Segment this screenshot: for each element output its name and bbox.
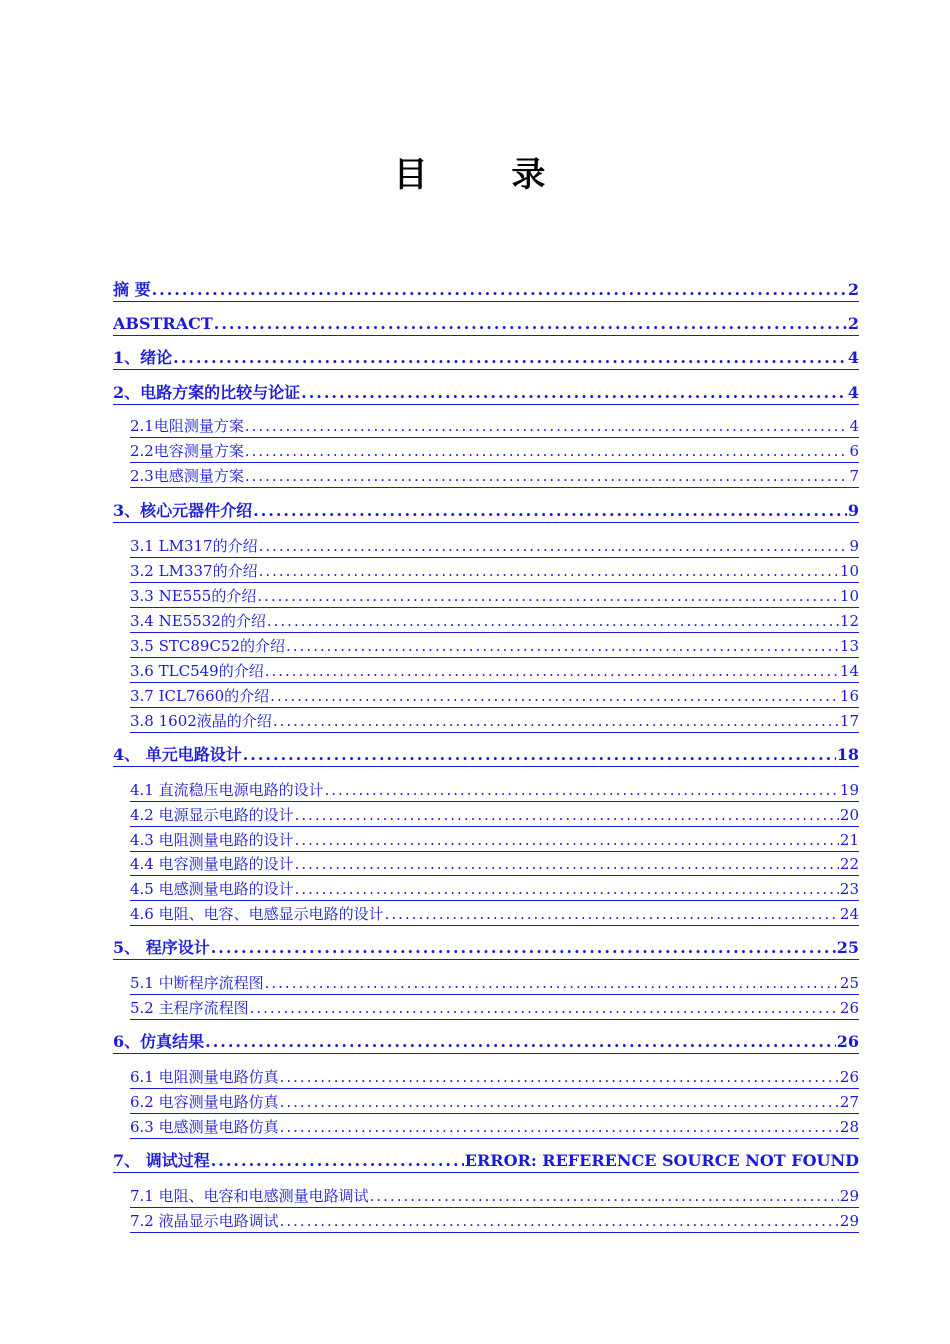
toc-entry[interactable] <box>130 462 859 488</box>
toc-entry-label: 3.6 TLC549的介绍 <box>130 662 264 680</box>
toc-entry-label: 4.5 电感测量电路的设计 <box>130 880 294 898</box>
toc-entry-label: 7、 调试过程 <box>113 1151 210 1170</box>
toc-entry-label: 4.3 电阻测量电路的设计 <box>130 831 294 849</box>
toc-entry[interactable] <box>130 707 859 733</box>
toc-dot-leader <box>280 1092 839 1112</box>
toc-dot-leader <box>243 745 836 765</box>
toc-entry-label: 3.2 LM337的介绍 <box>130 562 258 580</box>
toc-entry-page-number: 28 <box>839 1118 859 1136</box>
toc-entry-page-number: 9 <box>847 501 859 520</box>
toc-dot-leader <box>295 854 839 874</box>
toc-entry-page-number: 27 <box>839 1093 859 1111</box>
toc-dot-leader <box>245 441 849 461</box>
toc-dot-leader <box>270 686 839 706</box>
toc-entry-label: 3.7 ICL7660的介绍 <box>130 687 270 705</box>
toc-entry-page-number: 2 <box>847 280 859 299</box>
toc-entry[interactable] <box>130 1207 859 1233</box>
toc-entry-page-number: 19 <box>839 781 859 799</box>
toc-entry[interactable] <box>130 607 859 633</box>
toc-entry-page-number: 23 <box>839 880 859 898</box>
toc-entry[interactable] <box>130 532 859 558</box>
toc-entry[interactable] <box>130 826 859 852</box>
toc-entry-label: 5、 程序设计 <box>113 938 210 957</box>
toc-entry-page-number: 4 <box>849 417 859 435</box>
toc-entry-page-number: 2 <box>847 314 859 333</box>
toc-dot-leader <box>295 830 839 850</box>
toc-entry-label: 2、电路方案的比较与论证 <box>113 383 301 402</box>
toc-entry-page-number: 22 <box>839 855 859 873</box>
toc-entry-page-number: 12 <box>839 612 859 630</box>
toc-entry[interactable] <box>113 741 859 767</box>
toc-entry-label: 3.4 NE5532的介绍 <box>130 612 266 630</box>
toc-dot-leader <box>211 938 836 958</box>
toc-entry[interactable] <box>113 1147 859 1173</box>
toc-entry-page-number: 10 <box>839 562 859 580</box>
toc-entry-page-number: 18 <box>836 745 859 764</box>
toc-entry[interactable] <box>130 776 859 802</box>
toc-dot-leader <box>173 348 847 368</box>
toc-dot-leader <box>257 586 839 606</box>
toc-dot-leader <box>280 1211 839 1231</box>
toc-dot-leader <box>385 904 839 924</box>
toc-entry-label: 3、核心元器件介绍 <box>113 501 253 520</box>
toc-entry[interactable] <box>113 310 859 336</box>
toc-dot-leader <box>273 711 839 731</box>
toc-entry-page-number: 14 <box>839 662 859 680</box>
toc-entry-label: 3.8 1602液晶的介绍 <box>130 712 272 730</box>
toc-entry-label: ABSTRACT <box>113 314 213 333</box>
toc-entry[interactable] <box>130 875 859 901</box>
toc-dot-leader <box>214 314 847 334</box>
toc-entry-label: 1、绪论 <box>113 348 173 367</box>
toc-dot-leader <box>325 780 839 800</box>
toc-entry[interactable] <box>113 379 859 405</box>
toc-dot-leader <box>205 1032 836 1052</box>
toc-dot-leader <box>250 998 839 1018</box>
toc-entry-label: 3.5 STC89C52的介绍 <box>130 637 286 655</box>
toc-entry[interactable] <box>130 1063 859 1089</box>
toc-entry-page-number: 7 <box>849 467 859 485</box>
toc-entry-page-number: 24 <box>839 905 859 923</box>
toc-dot-leader <box>265 973 839 993</box>
toc-entry[interactable] <box>130 994 859 1020</box>
toc-entry[interactable] <box>130 1182 859 1208</box>
toc-entry-page-number: 29 <box>839 1187 859 1205</box>
toc-entry-label: 4.1 直流稳压电源电路的设计 <box>130 781 324 799</box>
toc-entry[interactable] <box>130 801 859 827</box>
toc-dot-leader <box>286 636 839 656</box>
toc-entry[interactable] <box>113 344 859 370</box>
toc-entry[interactable] <box>130 682 859 708</box>
toc-entry-label: 摘 要 <box>113 280 151 299</box>
toc-entry[interactable] <box>130 1113 859 1139</box>
toc-entry[interactable] <box>130 437 859 463</box>
toc-entry-label: 4.2 电源显示电路的设计 <box>130 806 294 824</box>
toc-entry-page-number: 10 <box>839 587 859 605</box>
toc-entry-page-number: 20 <box>839 806 859 824</box>
toc-entry-label: 4、 单元电路设计 <box>113 745 242 764</box>
toc-entry-page-number: 17 <box>839 712 859 730</box>
toc-entry-label: 6.3 电感测量电路仿真 <box>130 1118 279 1136</box>
toc-dot-leader <box>267 611 839 631</box>
toc-dot-leader <box>370 1186 839 1206</box>
toc-entry[interactable] <box>113 276 859 302</box>
toc-entry-label: 3.3 NE555的介绍 <box>130 587 257 605</box>
toc-entry[interactable] <box>113 1028 859 1054</box>
toc-entry-page-number: 6 <box>849 442 859 460</box>
toc-dot-leader <box>295 879 839 899</box>
toc-entry-page-number: 4 <box>847 383 859 402</box>
toc-dot-leader <box>265 661 839 681</box>
toc-entry-label: 5.2 主程序流程图 <box>130 999 249 1017</box>
toc-entry-label: 5.1 中断程序流程图 <box>130 974 264 992</box>
toc-entry-page-number: 25 <box>836 938 859 957</box>
toc-entry-page-number: 16 <box>839 687 859 705</box>
toc-entry-page-number: 13 <box>839 637 859 655</box>
toc-entry[interactable] <box>130 582 859 608</box>
toc-entry[interactable] <box>130 1088 859 1114</box>
toc-entry[interactable] <box>130 969 859 995</box>
toc-entry[interactable] <box>113 934 859 960</box>
toc-entry[interactable] <box>130 850 859 876</box>
toc-entry-label: 7.1 电阻、电容和电感测量电路调试 <box>130 1187 369 1205</box>
toc-entry[interactable] <box>113 497 859 523</box>
toc-dot-leader <box>280 1117 839 1137</box>
toc-entry-page-number: 26 <box>839 1068 859 1086</box>
toc-entry-page-number: 21 <box>839 831 859 849</box>
toc-entry[interactable] <box>130 557 859 583</box>
toc-entry-label: 6.1 电阻测量电路仿真 <box>130 1068 279 1086</box>
toc-entry-label: 2.2电容测量方案 <box>130 442 244 460</box>
toc-dot-leader <box>295 805 839 825</box>
toc-entry-page-number: 25 <box>839 974 859 992</box>
toc-dot-leader <box>259 536 849 556</box>
toc-dot-leader <box>253 501 847 521</box>
toc-dot-leader <box>280 1067 839 1087</box>
toc-entry-label: 2.3电感测量方案 <box>130 467 244 485</box>
toc-entry-label: 2.1电阻测量方案 <box>130 417 244 435</box>
toc-entry-page-number: 9 <box>849 537 859 555</box>
page-title: 目 录 <box>393 155 582 195</box>
toc-dot-leader <box>245 416 849 436</box>
toc-entry[interactable] <box>130 900 859 926</box>
toc-entry-label: 4.4 电容测量电路的设计 <box>130 855 294 873</box>
toc-entry-page-number: 26 <box>839 999 859 1017</box>
toc-dot-leader <box>259 561 839 581</box>
toc-entry-label: 6.2 电容测量电路仿真 <box>130 1093 279 1111</box>
toc-entry[interactable] <box>130 412 859 438</box>
toc-entry-label: 4.6 电阻、电容、电感显示电路的设计 <box>130 905 384 923</box>
toc-entry-label: 6、仿真结果 <box>113 1032 205 1051</box>
toc-entry[interactable] <box>130 657 859 683</box>
toc-entry-page-number: ERROR: REFERENCE SOURCE NOT FOUND <box>464 1151 859 1170</box>
toc-entry-label: 3.1 LM317的介绍 <box>130 537 258 555</box>
toc-entry-label: 7.2 液晶显示电路调试 <box>130 1212 279 1230</box>
toc-entry-page-number: 4 <box>847 348 859 367</box>
toc-dot-leader <box>301 383 847 403</box>
toc-dot-leader <box>211 1151 464 1171</box>
toc-entry-page-number: 29 <box>839 1212 859 1230</box>
toc-entry[interactable] <box>130 632 859 658</box>
toc-dot-leader <box>152 280 847 300</box>
toc-dot-leader <box>245 466 849 486</box>
toc-entry-page-number: 26 <box>836 1032 859 1051</box>
